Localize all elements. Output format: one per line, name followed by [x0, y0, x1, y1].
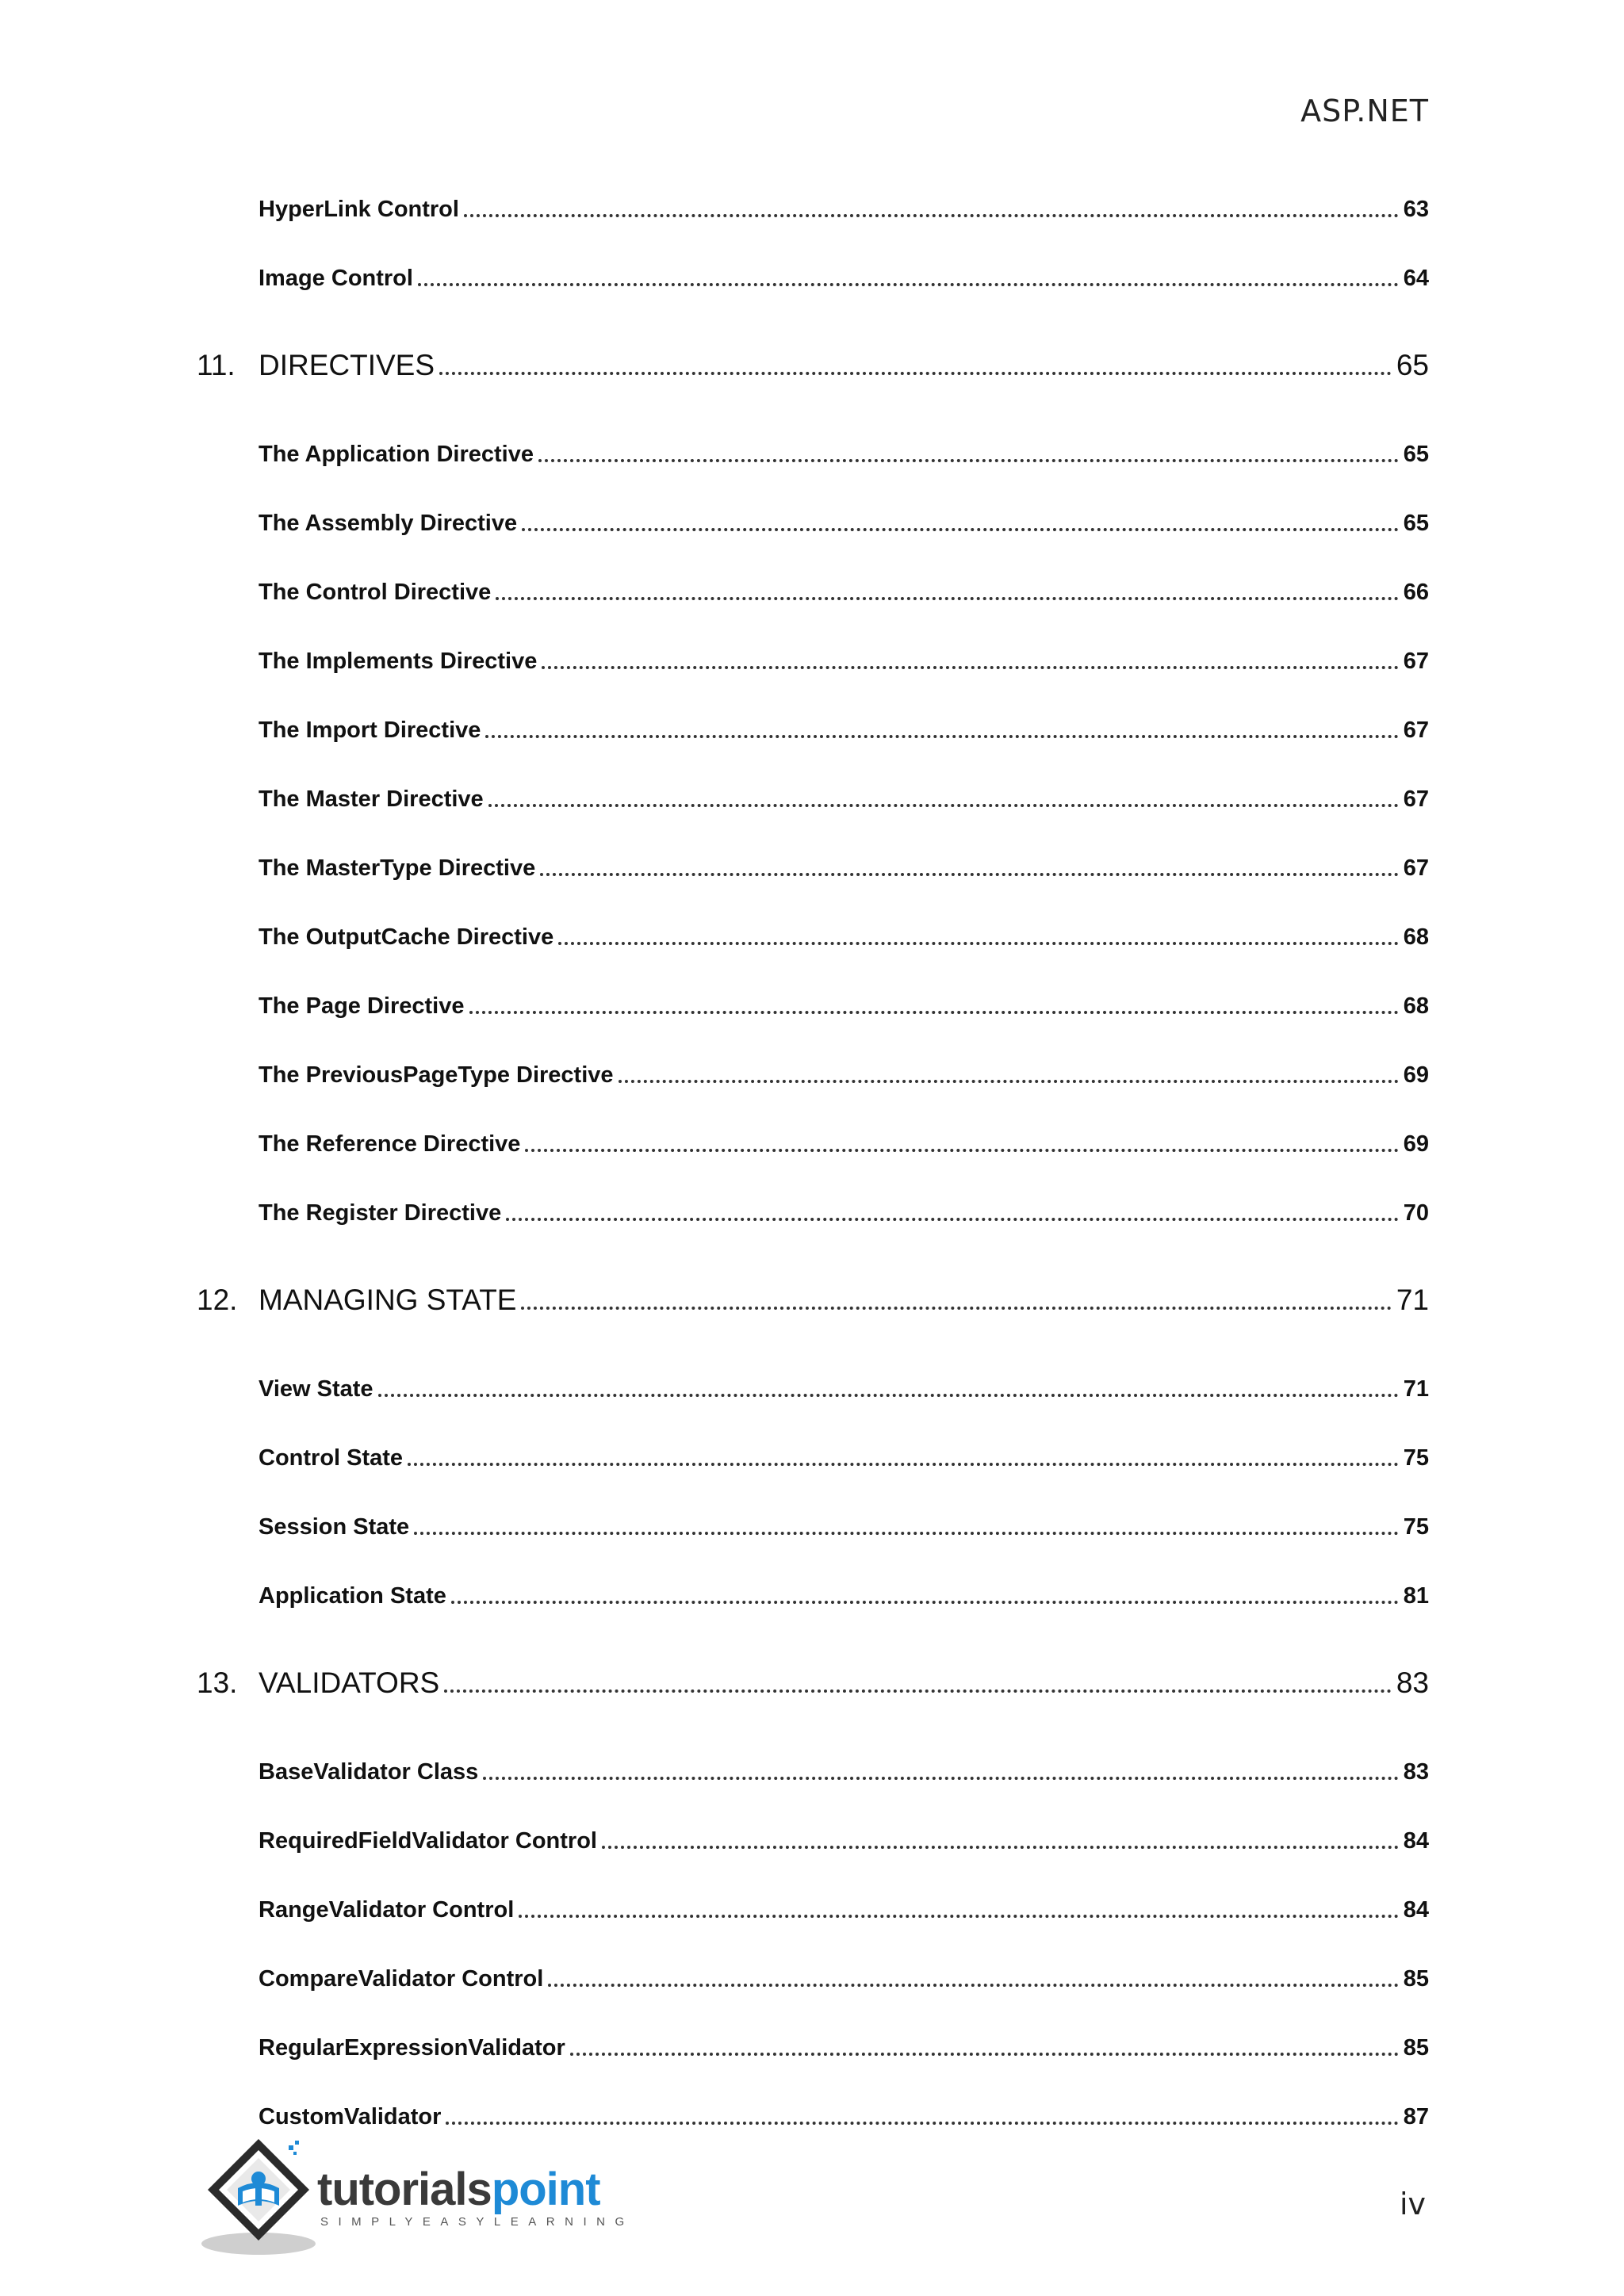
- toc-entry-page-number: 65: [1403, 442, 1429, 467]
- toc-dot-leader: [446, 2122, 1398, 2125]
- toc-entry-page-number: 71: [1403, 1376, 1429, 1402]
- toc-dot-leader: [540, 873, 1399, 876]
- toc-dot-leader: [570, 2053, 1399, 2056]
- toc-entry-title: BaseValidator Class: [259, 1759, 479, 1785]
- toc-entry-page-number: 70: [1403, 1200, 1429, 1226]
- toc-chapter-entry[interactable]: [197, 349, 1429, 382]
- toc-chapter-number: 12.: [197, 1284, 238, 1316]
- toc-dot-leader: [602, 1846, 1399, 1849]
- toc-dot-leader: [525, 1149, 1398, 1152]
- toc-entry-page-number: 67: [1403, 855, 1429, 881]
- toc-entry[interactable]: [259, 1897, 1429, 1923]
- toc-entry-title: The Page Directive: [259, 993, 465, 1019]
- toc-entry[interactable]: [259, 1514, 1429, 1540]
- toc-dot-leader: [558, 942, 1398, 945]
- toc-entry[interactable]: [259, 266, 1429, 292]
- toc-entry-title: Application State: [259, 1583, 446, 1609]
- toc-entry-title: Image Control: [259, 266, 413, 291]
- toc-entry[interactable]: [259, 580, 1429, 606]
- toc-dot-leader: [506, 1218, 1399, 1221]
- toc-entry-page-number: 65: [1396, 349, 1429, 381]
- toc-dot-leader: [538, 459, 1399, 462]
- toc-entry-title: The Application Directive: [259, 442, 534, 467]
- toc-entry[interactable]: [259, 1200, 1429, 1226]
- toc-entry[interactable]: [259, 1759, 1429, 1785]
- toc-entry[interactable]: [259, 1828, 1429, 1854]
- toc-dot-leader: [444, 1689, 1392, 1693]
- toc-dot-leader: [496, 597, 1398, 600]
- toc-entry-title: The Reference Directive: [259, 1131, 521, 1157]
- toc-dot-leader: [488, 804, 1399, 807]
- logo-tagline: SIMPLYEASYLEARNING: [320, 2215, 634, 2229]
- toc-dot-leader: [378, 1394, 1399, 1397]
- toc-dot-leader: [519, 1915, 1398, 1918]
- toc-entry[interactable]: [259, 511, 1429, 537]
- toc-dot-leader: [521, 1307, 1391, 1310]
- toc-entry-title: HyperLink Control: [259, 197, 459, 222]
- toc-chapter-number: 11.: [197, 349, 236, 381]
- toc-entry-page-number: 84: [1403, 1828, 1429, 1854]
- toc-entry-page-number: 75: [1403, 1445, 1429, 1471]
- toc-entry[interactable]: [259, 649, 1429, 675]
- toc-entry[interactable]: [259, 1966, 1429, 1992]
- logo-wordmark-part1: tutorials: [317, 2164, 492, 2215]
- toc-entry-title: RangeValidator Control: [259, 1897, 515, 1923]
- toc-entry-title: The Control Directive: [259, 580, 492, 605]
- toc-entry-page-number: 83: [1403, 1759, 1429, 1785]
- toc-dot-leader: [522, 528, 1399, 531]
- toc-dot-leader: [451, 1601, 1399, 1604]
- logo-wordmark: [317, 2163, 600, 2216]
- toc-entry-page-number: 63: [1403, 197, 1429, 222]
- toc-entry-title: View State: [259, 1376, 373, 1402]
- toc-entry-page-number: 65: [1403, 511, 1429, 536]
- toc-entry[interactable]: [259, 197, 1429, 223]
- toc-entry-page-number: 85: [1403, 1966, 1429, 1992]
- toc-entry-page-number: 69: [1403, 1131, 1429, 1157]
- toc-dot-leader: [548, 1984, 1398, 1987]
- toc-entry[interactable]: [259, 786, 1429, 813]
- toc-entry[interactable]: [259, 924, 1429, 951]
- toc-entry-page-number: 75: [1403, 1514, 1429, 1540]
- toc-entry-page-number: 68: [1403, 993, 1429, 1019]
- toc-entry-title: Session State: [259, 1514, 410, 1540]
- tutorialspoint-logo: [198, 2133, 634, 2260]
- toc-entry-title: The Implements Directive: [259, 649, 538, 674]
- toc-entry-title: The Import Directive: [259, 718, 481, 743]
- toc-entry-title: The PreviousPageType Directive: [259, 1062, 614, 1088]
- logo-wordmark-part2: point: [491, 2164, 600, 2215]
- toc-dot-leader: [483, 1777, 1398, 1780]
- toc-dot-leader: [619, 1080, 1399, 1083]
- toc-dot-leader: [464, 214, 1399, 217]
- toc-entry-page-number: 87: [1403, 2104, 1429, 2130]
- toc-entry-title: RequiredFieldValidator Control: [259, 1828, 597, 1854]
- toc-chapter-entry[interactable]: [197, 1667, 1429, 1700]
- toc-entry-page-number: 68: [1403, 924, 1429, 950]
- toc-entry-page-number: 66: [1403, 580, 1429, 605]
- toc-chapter-number: 13.: [197, 1667, 238, 1699]
- toc-entry-title: CompareValidator Control: [259, 1966, 544, 1992]
- toc-entry[interactable]: [259, 1376, 1429, 1402]
- toc-entry[interactable]: [259, 2104, 1429, 2130]
- toc-entry-page-number: 84: [1403, 1897, 1429, 1923]
- toc-entry-page-number: 67: [1403, 718, 1429, 743]
- toc-entry-page-number: 71: [1396, 1284, 1429, 1316]
- toc-entry-title: RegularExpressionValidator: [259, 2035, 565, 2061]
- toc-dot-leader: [418, 283, 1399, 286]
- toc-entry[interactable]: [259, 718, 1429, 744]
- toc-entry-title: The MasterType Directive: [259, 855, 536, 881]
- toc-entry-title: The OutputCache Directive: [259, 924, 554, 950]
- toc-entry[interactable]: [259, 1062, 1429, 1089]
- toc-entry-title: The Master Directive: [259, 786, 484, 812]
- tutorialspoint-logo-icon: [198, 2133, 325, 2260]
- toc-dot-leader: [469, 1011, 1399, 1014]
- toc-entry[interactable]: [259, 1131, 1429, 1158]
- toc-entry-page-number: 69: [1403, 1062, 1429, 1088]
- toc-entry[interactable]: [259, 1583, 1429, 1609]
- toc-entry[interactable]: [259, 855, 1429, 882]
- toc-entry-title: CustomValidator: [259, 2104, 442, 2130]
- toc-dot-leader: [414, 1532, 1399, 1535]
- toc-entry-title: DIRECTIVES: [259, 349, 435, 381]
- toc-entry-page-number: 85: [1403, 2035, 1429, 2061]
- toc-entry[interactable]: [259, 993, 1429, 1020]
- toc-entry-title: MANAGING STATE: [259, 1284, 517, 1316]
- toc-entry-title: VALIDATORS: [259, 1667, 440, 1699]
- toc-dot-leader: [408, 1463, 1399, 1466]
- toc-dot-leader: [542, 666, 1398, 669]
- toc-entry[interactable]: [259, 442, 1429, 468]
- toc-entry-title: Control State: [259, 1445, 404, 1471]
- toc-entry-title: The Register Directive: [259, 1200, 502, 1226]
- toc-entry-page-number: 81: [1403, 1583, 1429, 1609]
- toc-entry-page-number: 64: [1403, 266, 1429, 291]
- toc-chapter-entry[interactable]: [197, 1284, 1429, 1317]
- toc-entry[interactable]: [259, 1445, 1429, 1471]
- toc-entry-page-number: 67: [1403, 786, 1429, 812]
- page-header-title: ASP.NET: [1300, 94, 1429, 128]
- toc-dot-leader: [485, 735, 1398, 738]
- toc-dot-leader: [439, 372, 1392, 375]
- page-number: iv: [1399, 2187, 1426, 2221]
- toc-entry[interactable]: [259, 2035, 1429, 2061]
- toc-entry-page-number: 67: [1403, 649, 1429, 674]
- toc-entry-title: The Assembly Directive: [259, 511, 518, 536]
- toc-entry-page-number: 83: [1396, 1667, 1429, 1699]
